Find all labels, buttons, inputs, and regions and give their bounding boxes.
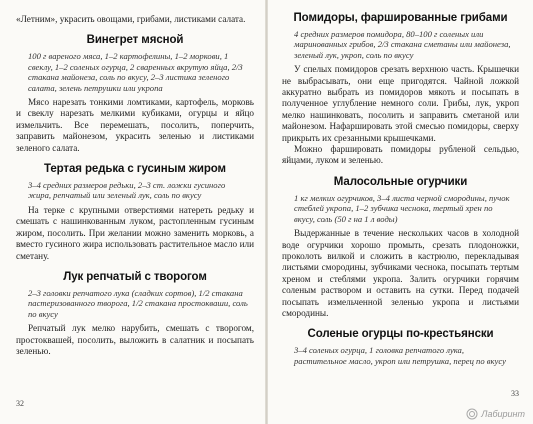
recipe-text: У спелых помидоров срезать верхнюю часть. Крышечки не выбрасывать, они еще пригодятся. Чайной ложкой аккуратно выбрать из помидоров мякоть и посыпать в полученное углубление немного соли. Грибы, лук, укроп мелко нашинковать, посолить и заправить сметаной или майонезом. Нафаршировать этой смесью помидоры, сверху прикрыть их срезанными крышечками.: [282, 64, 519, 143]
recipe-title: Тертая редька с гусиным жиром: [44, 163, 226, 176]
recipe-title: Помидоры, фаршированные грибами: [293, 12, 508, 24]
recipe-text: На терке с крупными отверстиями натереть редьку и смешать с нашинкованным луком, растопленным гусиным жиром, посолить. При желании можно заменить морковь, а вместо гусиного жира использовать растительное масло или сметану.: [16, 204, 254, 261]
watermark-text: Лабиринт: [481, 409, 525, 419]
recipe-text: Выдержанные в течение нескольких часов в холодной воде огурчики хорошо промыть, срезать плодоножки, проколоть вилкой и сложить в кастрюлю, перекладывая листьями смородины, зубчиками чеснока, посыпать тертым хреном и стеблями укропа. Залить огурчики горячим соленым раствором и оставить на сутки. Перед подачей посыпать измельченной зеленью укропа и листьями смородины.: [282, 228, 519, 318]
recipe-title: Соленые огурцы по-крестьянски: [307, 328, 494, 341]
page-number: 33: [511, 389, 519, 398]
page-number: 32: [16, 399, 24, 408]
labyrinth-icon: [466, 408, 478, 420]
watermark-logo: [466, 408, 525, 420]
ingredients-list: 100 г вареного мяса, 1–2 картофелины, 1–2 моркови, 1 свеклу, 1–2 соленых огурца, 2 сваренных вкрутую яйца, 2/3 стакана майонеза, соль по вкусу, 2–3 листика зеленого салата, зелень петрушки или укропа: [28, 51, 243, 93]
recipe-text: Репчатый лук мелко нарубить, смешать с творогом, простоквашей, посолить, выложить в салатник и посыпать зеленью.: [16, 323, 254, 356]
recipe-title: Лук репчатый с творогом: [63, 270, 207, 283]
ingredients-list: 2–3 головки репчатого лука (сладких сортов), 1/2 стакана пастеризованного творога, 1/2 стакана простокваши, соль по вкусу: [28, 287, 248, 319]
recipe-text: Мясо нарезать тонкими ломтиками, картофель, морковь и свеклу нарезать мелкими кубиками, огурцы и яйцо измельчить. Все перемешать, посолить, поперчить, заправить майонезом, украсить зеленью и листиками зеленого салата.: [16, 97, 254, 153]
recipe-title: Малосольные огурчики: [333, 175, 468, 188]
right-page: [268, 0, 533, 424]
recipe-text: Можно фаршировать помидоры рубленой сельдью, яйцами, луком и зеленью.: [282, 144, 519, 166]
left-page: [0, 0, 266, 424]
ingredients-list: 3–4 соленых огурца, 1 головка репчатого лука, растительное масло, укроп или петрушка, перец по вкусу: [294, 345, 506, 366]
recipe-title: Винегрет мясной: [86, 34, 184, 47]
ingredients-list: 3–4 средних размеров редьки, 2–3 ст. ложки гусиного жира, репчатый или зеленый лук, соль по вкусу: [28, 180, 226, 201]
ingredients-list: 1 кг мелких огурчиков, 3–4 листа черной смородины, пучок стеблей укропа, 1–2 зубчика чеснока, тертый хрен по вкусу, соль (50 г на 1 л воды): [294, 192, 510, 224]
ingredients-list: 4 средних размеров помидора, 80–100 г соленых или маринованных грибов, 2/3 стакана сметаны или майонеза, зеленый лук, укроп, соль по вкусу: [294, 29, 511, 60]
intro-text: «Летним», украсить овощами, грибами, листиками салата.: [16, 14, 246, 24]
